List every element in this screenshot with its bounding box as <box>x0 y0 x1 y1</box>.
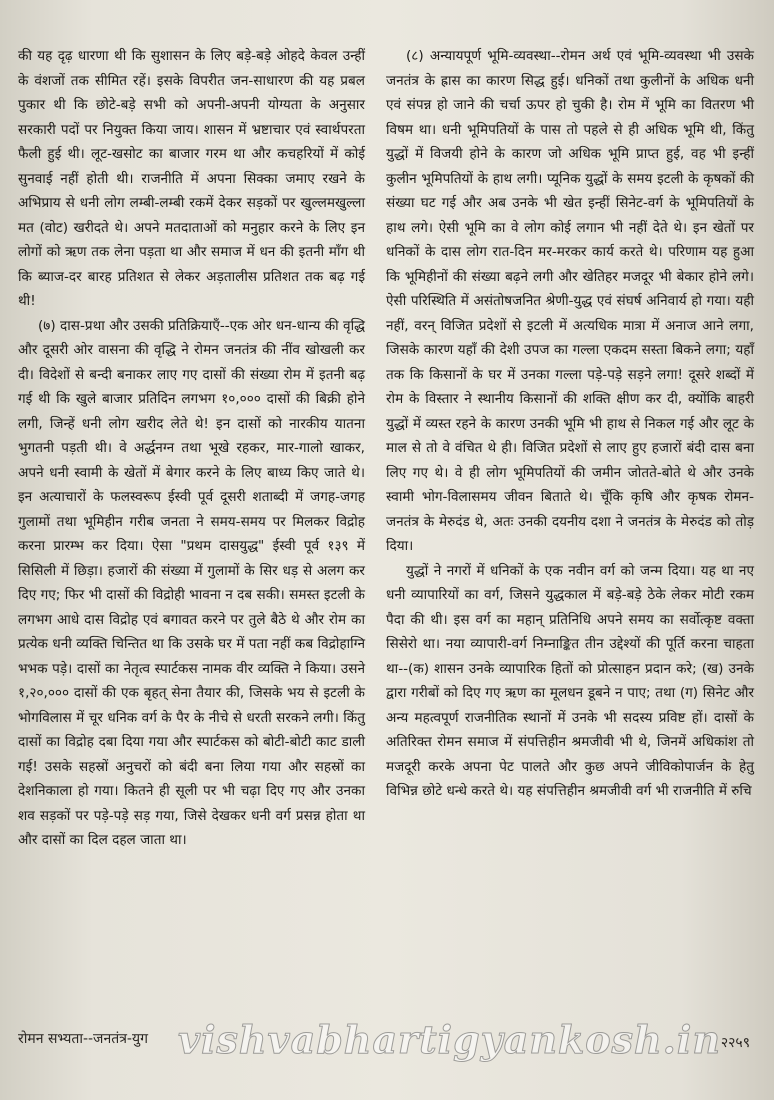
left-paragraph-1: की यह दृढ़ धारणा थी कि सुशासन के लिए बड़े-बड़े ओहदे केवल उन्हीं के वंशजों तक सीमित रहें। इसके विपरीत जन-साधारण की यह प्रबल पुकार थी कि छोटे-बड़े सभी को अपनी-अपनी योग्यता के अनुसार सरकारी पदों पर नियुक्त किया जाय। शासन में भ्रष्टाचार एवं स्वार्थपरता फैली हुई थी। लूट-खसोट का बाजार गरम था और कचहरियों में कोई सुनवाई नहीं होती थी। राजनीति में अपना सिक्का जमाए रखने के अभिप्राय से धनी लोग लम्बी-लम्बी रकमें देकर सड़कों पर खुल्लमखुल्ला मत (वोट) खरीदते थे। अपने मतदाताओं को मनुहार करने के लिए इन लोगों को ऋण तक लेना पड़ता था और समाज में धन की इतनी माँग थी कि ब्याज-दर बारह प्रतिशत से लेकर अड़तालीस प्रतिशत तक बढ़ गई थी! <box>18 48 365 309</box>
running-footer-title: रोमन सभ्यता--जनतंत्र-युग <box>18 1031 148 1047</box>
left-paragraph-2-slave-system: (७) दास-प्रथा और उसकी प्रतिक्रियाएँ--एक ओर धन-धान्य की वृद्धि और दूसरी ओर वासना की वृद्धि ने रोमन जनतंत्र की नींव खोखली कर दी। विदेशों से बन्दी बनाकर लाए गए दासों की संख्या रोम में इतनी बढ़ गई थी कि खुले बाजार प्रतिदिन लगभग १०,००० दासों की बिक्री होने लगी, जिन्हें धनी लोग खरीद लेते थे! इन दासों को नारकीय यातना भुगतनी पड़ती थी। वे अर्द्धनग्न तथा भूखे रहकर, मार-गालो खाकर, अपने धनी स्वामी के खेतों में बेगार करने के लिए बाध्य किए जाते थे। इन अत्याचारों के फलस्वरूप ईस्वी पूर्व दूसरी शताब्दी में जगह-जगह गुलामों तथा भूमिहीन गरीब जनता ने समय-समय पर मिलकर विद्रोह करना प्रारम्भ कर दिया। ऐसा "प्रथम दासयुद्ध" ईस्वी पूर्व १३९ में सिसिली में छिड़ा। हजारों की संख्या में गुलामों के सिर धड़ से अलग कर दिए गए; फिर भी दासों की विद्रोही भावना न दब सकी। समस्त इटली के लगभग आधे दास विद्रोह एवं बगावत करने पर तुले बैठे थे और रोम का प्रत्येक धनी व्यक्ति चिन्तित था कि उसके घर में पता नहीं कब विद्रोहाग्नि भभक पड़े। दासों का नेतृत्व स्पार्टकस नामक वीर व्यक्ति ने किया। उसने १,२०,००० दासों की एक बृहत् सेना तैयार की, जिसके भय से इटली के भोगविलास में चूर धनिक वर्ग के पैर के नीचे से धरती सरकने लगी। किंतु दासों का विद्रोह दबा दिया गया और स्पार्टकस को बोटी-बोटी काट डाली गई! उसके सहस्रों अनुचरों को बंदी बना लिया गया और सहस्रों का देशनिकाला हो गया। कितने ही सूली पर भी चढ़ा दिए गए और उनका शव सड़कों पर पड़े-पड़े सड़ गया, जिसे देखकर धनी वर्ग प्रसन्न होता था और दासों का दिल दहल जाता था। <box>18 317 365 848</box>
site-watermark: vishvabhartigyankosh.in <box>178 1017 721 1062</box>
left-column <box>18 44 365 853</box>
right-paragraph-1-land-system: (८) अन्यायपूर्ण भूमि-व्यवस्था--रोमन अर्थ एवं भूमि-व्यवस्था भी उसके जनतंत्र के ह्रास का कारण सिद्ध हुई। धनिकों तथा कुलीनों के अधिक धनी एवं संपन्न हो जाने की चर्चा ऊपर हो चुकी है। रोम में भूमि का वितरण भी विषम था। धनी भूमिपतियों के पास तो पहले से ही अधिक भूमि थी, किंतु युद्धों में विजयी होने के कारण जो अधिक भूमि प्राप्त हुई, वह भी इन्हीं कुलीन भूमिपतियों के हाथ लगी। प्यूनिक युद्धों के समय इटली के कृषकों की संख्या घट गई और अब उनके भी खेत इन्हीं सिनेट-वर्ग के भूमिपतियों के हाथ लगे। ऐसी भूमि का वे लोग कोई लगान भी नहीं देते थे। इन खेतों पर धनिकों के दास लोग रात-दिन मर-मरकर कार्य करते थे। परिणाम यह हुआ कि भूमिहीनों की संख्या बढ़ने लगी और खेतिहर मजदूर भी बेकार होने लगे। ऐसी परिस्थिति में असंतोषजनित श्रेणी-युद्ध एवं संघर्ष अनिवार्य हो गया। यही नहीं, वरन् विजित प्रदेशों से इटली में अत्यधिक मात्रा में अनाज आने लगा, जिसके कारण यहाँ की देशी उपज का गल्ला एकदम सस्ता बिकने लगा; यहाँ तक कि किसानों के घर में उनका गल्ला पड़े-पड़े सड़ने लगा! दूसरे शब्दों में रोम के विस्तार ने स्थानीय किसानों की शक्ति क्षीण कर दी, क्योंकि बाहरी युद्धों में व्यस्त रहने के कारण उनकी भूमि भी हाथ से निकल गई और लूट के माल से तो वे वंचित थे ही। विजित प्रदेशों से लाए हुए हजारों बंदी दास बना लिए गए थे। वे ही लोग भूमिपतियों की जमीन जोतते-बोते थे और उनके स्वामी भोग-विलासमय जीवन बिताते थे। चूँकि कृषि और कृषक रोमन-जनतंत्र के मेरुदंड थे, अतः उनकी दयनीय दशा ने जनतंत्र के मेरुदंड को तोड़ दिया। <box>386 48 754 554</box>
right-column <box>386 44 754 804</box>
page-footer <box>18 1017 758 1062</box>
page-number: २२५९ <box>720 1035 750 1051</box>
right-paragraph-2-merchant-class: युद्धों ने नगरों में धनिकों के एक नवीन वर्ग को जन्म दिया। यह था नए धनी व्यापारियों का वर्ग, जिसने युद्धकाल में बड़े-बड़े ठेके लेकर मोटी रकम पैदा की थी। इस वर्ग का महान् प्रतिनिधि अपने समय का सर्वोत्कृष्ट वक्ता सिसेरो था। नया व्यापारी-वर्ग निम्नाङ्कित तीन उद्देश्यों की पूर्ति करना चाहता था--(क) शासन उनके व्यापारिक हितों को प्रोत्साहन प्रदान करे; (ख) उनके द्वारा गरीबों को दिए गए ऋण का मूलधन डूबने न पाए; तथा (ग) सिनेट और अन्य महत्वपूर्ण राजनीतिक स्थानों में उनके भी सदस्य प्रविष्ट हों। दासों के अतिरिक्त रोमन समाज में संपत्तिहीन श्रमजीवी भी थे, जिनमें अधिकांश तो मजदूरी करके अपना पेट पालते और कुछ अपने जीविकोपार्जन के हेतु विभिन्न छोटे धन्धे करते थे। यह संपत्तिहीन श्रमजीवी वर्ग भी राजनीति में रुचि <box>386 562 754 799</box>
